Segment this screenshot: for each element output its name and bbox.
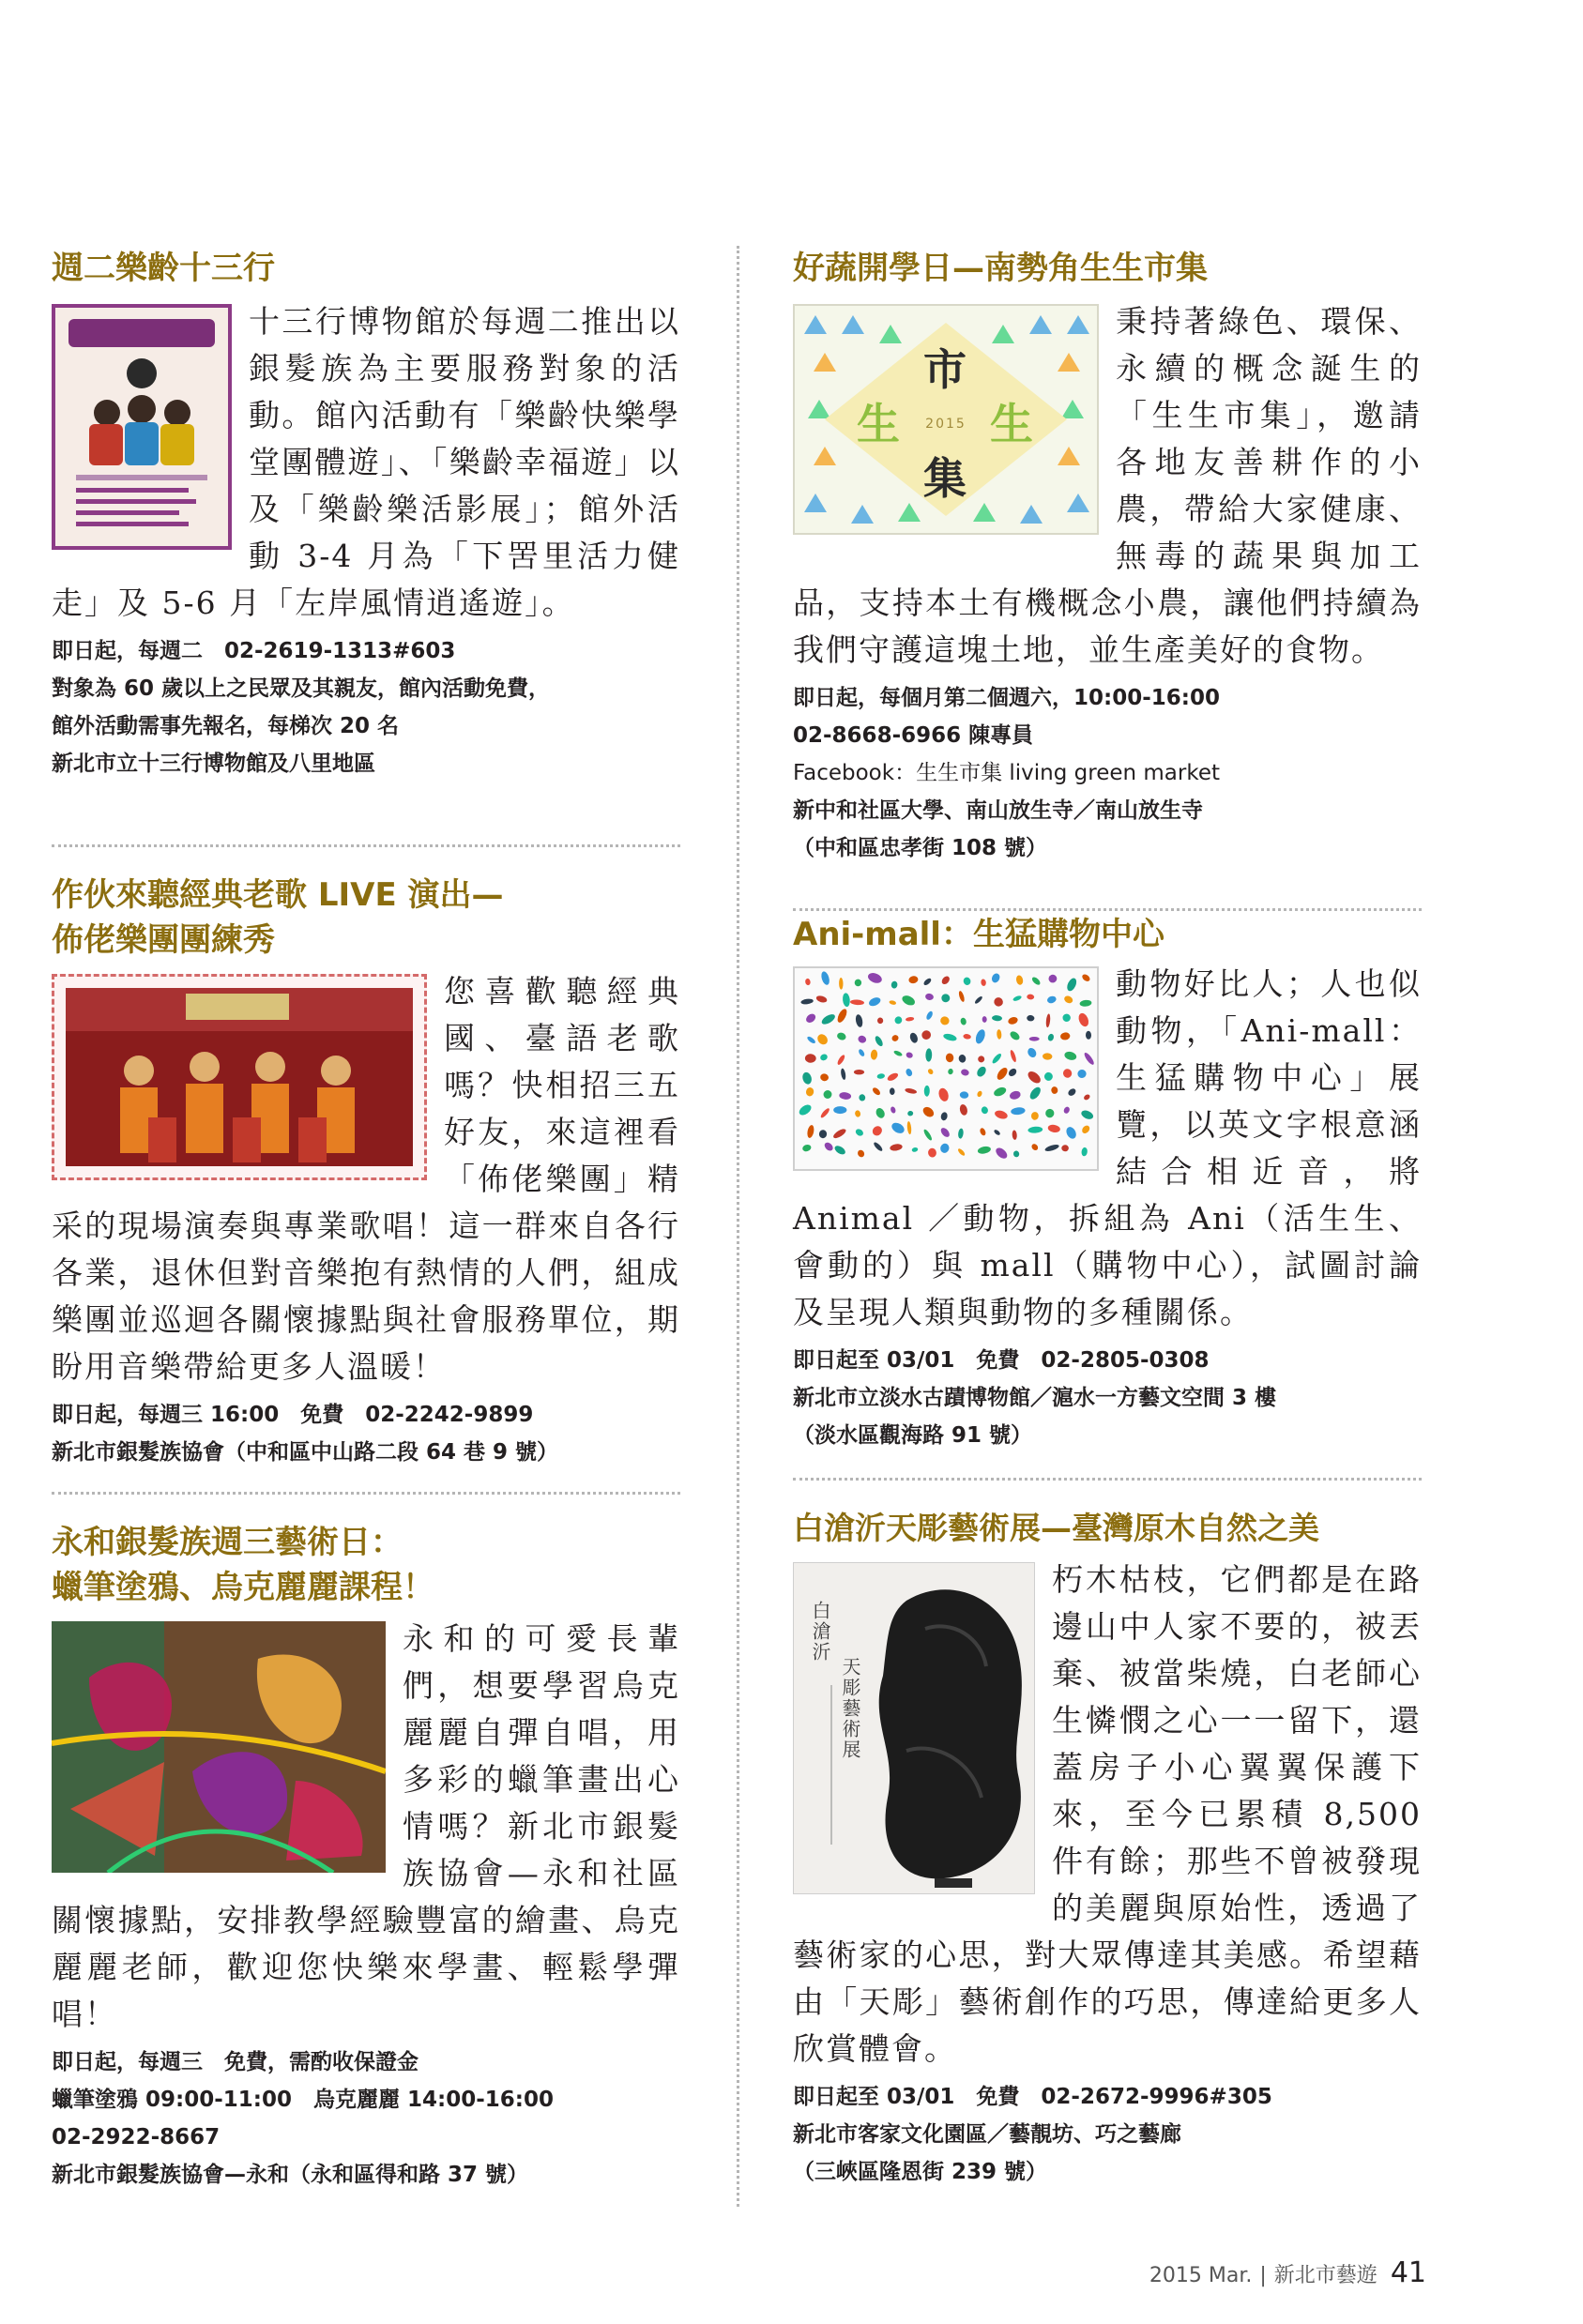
animal-collage-image [793, 966, 1099, 1171]
animal-shape [1027, 1086, 1043, 1101]
poster-exhibit-name: 天彫藝術展 [839, 1657, 861, 1760]
animal-shape [857, 1034, 867, 1043]
animal-shape [945, 1053, 954, 1063]
column-divider [737, 246, 739, 2207]
section-divider [52, 1492, 680, 1495]
animal-shape [1043, 1053, 1053, 1060]
animal-shape [1027, 1126, 1043, 1133]
animal-shape [1083, 1052, 1095, 1067]
animal-shape [939, 1142, 951, 1154]
article-info [52, 1396, 680, 1471]
article-body: 十三行博物館於每週二推出以銀髮族為主要服務對象的活動。館內活動有「樂齡快樂學堂團體遊」、「樂齡幸福遊」以及「樂齡樂活影展」； [249, 303, 680, 527]
animal-shape [997, 1029, 1002, 1040]
animal-shape [992, 995, 1004, 1008]
info-line: Facebook：生生市集 living green market [793, 761, 1221, 785]
animal-shape [940, 1112, 949, 1121]
animal-shape [1047, 973, 1058, 984]
animal-shape [981, 979, 986, 986]
animal-shape [1080, 1109, 1095, 1121]
animal-shape [975, 1065, 987, 1078]
animal-shape [819, 1107, 830, 1119]
animal-shape [1007, 1067, 1017, 1077]
animal-shape [823, 1141, 834, 1152]
animal-shape [1062, 1013, 1071, 1022]
animal-shape [871, 1124, 884, 1137]
info-line: （中和區忠孝街 108 號） [793, 836, 1048, 860]
animal-shape [1067, 1087, 1077, 1098]
wood-sculpture-poster-image [793, 1562, 1035, 1894]
animal-shape [901, 994, 917, 1007]
poster-artist-name: 白滄沂 [809, 1601, 831, 1663]
band-photo-image [52, 974, 427, 1180]
animal-shape [840, 1068, 846, 1080]
animal-shape [1081, 973, 1091, 983]
info-line: 即日起，每週三 免費，需酌收保證金 [52, 2050, 419, 2074]
animal-shape [855, 979, 862, 986]
animal-shape [948, 1069, 953, 1075]
animal-shape [1012, 1150, 1020, 1158]
animal-shape [806, 1035, 816, 1044]
animal-shape [1083, 1093, 1091, 1101]
animal-shape [1081, 1124, 1091, 1135]
article-body: 秉持著綠色、環保、永續的概念誕生的「生生市集」，邀請各地友善耕作的小農，帶給大家健康、無毒的蔬果與 [1116, 303, 1422, 574]
animal-shape [822, 1088, 834, 1101]
animal-shape [800, 998, 814, 1005]
animal-shape [963, 977, 972, 986]
animal-shape [1045, 1013, 1051, 1027]
info-line: 館外活動需事先報名，每梯次 20 名 [52, 714, 400, 738]
animal-shape [1012, 995, 1023, 1002]
animal-shape [1027, 1015, 1035, 1022]
animal-shape [805, 1086, 814, 1097]
article-title: 週二樂齡十三行 [52, 250, 275, 287]
info-line: 即日起，每個月第二個週六，10:00-16:00 [793, 686, 1220, 710]
animal-shape [836, 1031, 847, 1041]
article-info [52, 2043, 680, 2194]
animal-shape [982, 1016, 987, 1023]
animal-shape [875, 1106, 887, 1119]
article-silver-tuesday [52, 246, 680, 782]
footer-separator: | [1259, 2264, 1267, 2287]
animal-shape [1012, 1130, 1017, 1140]
info-line: 新中和社區大學、南山放生寺／南山放生寺 [793, 798, 1203, 823]
animal-shape [890, 1034, 899, 1042]
article-info [793, 2078, 1422, 2191]
article-body-rest: 動物，拆組為 Ani（活生生、會動的）與 mall（購物中心），試圖討論及呈現人類與動物的多種關係。 [793, 1200, 1422, 1330]
animal-shape [979, 1127, 986, 1136]
animal-shape [805, 1054, 816, 1063]
animal-shape [833, 1106, 846, 1114]
animal-shape [1030, 1143, 1039, 1152]
animal-shape [1063, 1051, 1077, 1062]
animal-shape [940, 975, 951, 986]
article-yonghe-art-day [52, 1520, 680, 2194]
article-body: 您喜歡聽經典國、臺語老歌嗎？快相招三五好友，來這裡看「佈佬樂團」精 [444, 973, 680, 1197]
animal-shape [905, 1087, 918, 1095]
animal-shape [911, 1147, 919, 1152]
animal-shape [922, 1129, 933, 1142]
animal-shape [893, 1050, 904, 1057]
article-body: 永和的可愛長輩們，想要學習烏克麗麗自彈自唱，用多彩的蠟筆畫出心情嗎？新北市銀髮族協會— [403, 1620, 680, 1891]
animal-shape [1030, 976, 1041, 986]
article-body-rest: 加工品，支持本土有機概念小農，讓他們持續為我們守護這塊土地，並生產美好的食物。 [793, 538, 1423, 668]
animal-shape [1044, 1108, 1055, 1118]
animal-shape [1061, 1145, 1069, 1151]
animal-shape [940, 993, 951, 1004]
animal-shape [925, 1048, 932, 1061]
animal-shape [958, 1054, 967, 1063]
animal-shape [907, 1111, 914, 1116]
info-line: 新北市立淡水古蹟博物館／滬水一方藝文空間 3 樓 [793, 1386, 1277, 1410]
article-title: 永和銀髮族週三藝術日： [52, 1524, 403, 1561]
animal-shape [908, 975, 919, 983]
animal-shape [1062, 1068, 1073, 1078]
animal-shape [906, 1016, 915, 1021]
article-body-rest: 性，透過了藝術家的心思，對大眾傳達其美感。希望藉由「天彫」藝術創作的巧思，傳達給更多人欣賞體會。 [793, 1890, 1423, 2067]
animal-shape [958, 1128, 965, 1139]
animal-shape [1064, 1125, 1077, 1140]
market-char: 集 [923, 453, 968, 504]
animal-shape [957, 1147, 967, 1157]
animal-shape [920, 1028, 933, 1041]
animal-shape [833, 1144, 846, 1156]
market-year: 2015 [925, 417, 967, 432]
animal-shape [994, 1146, 1009, 1161]
animal-shape [906, 1121, 912, 1134]
animal-shape [1007, 1016, 1018, 1025]
animal-shape [977, 1056, 985, 1064]
animal-shape [1011, 1107, 1026, 1116]
info-line: （三峽區隆恩街 239 號） [793, 2160, 1048, 2184]
footer-issue: 2015 Mar. [1149, 2264, 1253, 2287]
animal-shape [806, 1124, 814, 1138]
animal-shape [994, 1109, 1009, 1120]
info-line: 即日起至 03/01 免費 02-2805-0308 [793, 1348, 1210, 1373]
animal-shape [819, 1053, 829, 1061]
animal-shape [832, 1127, 847, 1139]
animal-shape [866, 971, 883, 985]
article-subtitle: 蠟筆塗鴉、烏克麗麗課程！ [52, 1569, 434, 1606]
animal-shape [991, 1053, 1002, 1065]
article-body-rest: 館外活動 3-4 月為「下罟里活力健走」及 5-6 月「左岸風情逍遙遊」。 [52, 491, 681, 621]
animal-shape [1009, 1030, 1021, 1042]
animal-shape [939, 1126, 951, 1138]
animal-shape [1047, 1033, 1055, 1041]
article-band-live [52, 873, 680, 1471]
crayon-painting-image [52, 1621, 386, 1873]
animal-shape [874, 1035, 884, 1047]
article-info [793, 679, 1422, 867]
article-title: 白滄沂天彫藝術展—臺灣原木自然之美 [793, 1510, 1319, 1546]
article-green-market [793, 246, 1422, 867]
animal-shape [974, 995, 983, 1005]
info-line: 對象為 60 歲以上之民眾及其親友，館內活動免費， [52, 676, 551, 701]
animal-shape [974, 1028, 987, 1045]
animal-shape [818, 1130, 827, 1139]
animal-shape [977, 1146, 991, 1155]
animal-shape [1065, 977, 1078, 993]
animal-shape [959, 1103, 968, 1116]
animal-shape [993, 1086, 1008, 1098]
info-line: 新北市銀髮族協會（中和區中山路二段 64 巷 9 號） [52, 1440, 559, 1465]
animal-shape [877, 1017, 884, 1024]
section-divider [52, 844, 680, 847]
animal-shape [927, 1147, 936, 1158]
article-body-rest: 采的現場演奏與專業歌唱！這一群來自各行各業，退休但對音樂抱有熱情的人們，組成樂團並巡迴各關懷據點與社會服務單位，期盼用音樂帶給更多人溫暖！ [52, 1208, 680, 1385]
page-number: 41 [1390, 2256, 1426, 2289]
animal-shape [1077, 1070, 1087, 1078]
animal-shape [1079, 999, 1091, 1007]
animal-shape [804, 1012, 817, 1025]
article-ani-mall [793, 912, 1422, 1454]
article-info [793, 1342, 1422, 1454]
animal-shape [937, 1086, 951, 1102]
animal-shape [1077, 1011, 1090, 1027]
article-body: 朽木枯枝，它們都是在路邊山中人家不要的，被丟棄、被當柴燒，白老師心生憐憫之心一一留下，還蓋房子小心翼翼保護下來，至今已累積 8,500 件有餘；那些不曾被發現的美麗與原始 [1052, 1561, 1422, 1926]
article-body: 動物好比人；人也似動物，「Ani-mall：生猛購物中心」展覽，以英文字根意涵結合相近音，將 Animal ／ [793, 965, 1422, 1237]
animal-shape [859, 1094, 866, 1101]
info-line: （淡水區觀海路 91 號） [793, 1423, 1033, 1448]
animal-shape [836, 1008, 849, 1024]
animal-shape [942, 1033, 957, 1042]
animal-shape [1063, 1106, 1071, 1115]
animal-shape [1051, 1086, 1058, 1094]
animal-shape [990, 972, 1001, 984]
info-line: 即日起，每週二 02-2619-1313#603 [52, 639, 456, 663]
animal-shape [890, 980, 898, 989]
article-wood-sculpture [793, 1506, 1422, 2191]
animal-shape [960, 1069, 969, 1077]
animal-shape [1009, 1089, 1022, 1101]
info-line: 即日起至 03/01 免費 02-2672-9996#305 [793, 2085, 1272, 2109]
animal-shape [820, 970, 831, 985]
animal-shape [870, 1049, 877, 1060]
animal-shape [1026, 1046, 1038, 1058]
poster-silver-tuesday-image [52, 304, 232, 550]
article-title: 作伙來聽經典老歌 LIVE 演出— [52, 876, 504, 914]
animal-shape [921, 1105, 936, 1119]
animal-shape [820, 1012, 837, 1026]
animal-shape [1063, 995, 1074, 1005]
animal-shape [1044, 1144, 1059, 1153]
animal-shape [839, 1091, 852, 1100]
animal-shape [890, 1106, 896, 1114]
animal-shape [855, 1014, 864, 1028]
animal-shape [854, 1070, 864, 1074]
section-divider [793, 908, 1422, 911]
animal-shape [959, 1091, 968, 1099]
market-char: 生 [990, 399, 1035, 449]
market-char: 生 [857, 399, 902, 449]
animal-shape [924, 1086, 930, 1097]
animal-shape [993, 1129, 1000, 1136]
animal-shape [908, 1032, 919, 1044]
animal-shape [1015, 975, 1024, 986]
animal-shape [958, 990, 966, 1002]
animal-shape [819, 1073, 829, 1083]
market-poster-image [793, 304, 1099, 535]
info-line: 新北市客家文化園區／藝靚坊、巧之藝廊 [793, 2122, 1181, 2147]
info-line: 即日起，每週三 16:00 免費 02-2242-9899 [52, 1403, 534, 1427]
info-line: 02-8668-6966 陳專員 [793, 723, 1034, 748]
article-title: Ani-mall：生猛購物中心 [793, 916, 1164, 953]
animal-shape [890, 1087, 895, 1095]
animal-shape [905, 1068, 913, 1077]
animal-shape [842, 993, 850, 1008]
animal-shape [925, 1010, 934, 1021]
animal-shape [858, 1048, 866, 1057]
animal-shape [890, 1120, 906, 1135]
animal-shape [906, 1052, 914, 1059]
market-char: 市 [923, 344, 968, 395]
animal-shape [1046, 995, 1057, 1005]
animal-shape [798, 1102, 814, 1117]
animal-shape [855, 1128, 865, 1137]
info-line: 02-2922-8667 [52, 2125, 221, 2149]
animal-shape [996, 1066, 1010, 1082]
animal-shape [839, 978, 844, 990]
animal-shape [1010, 1049, 1018, 1062]
animal-shape [893, 1015, 904, 1025]
article-info [52, 632, 680, 782]
animal-shape [873, 1141, 884, 1152]
article-title: 好蔬開學日—南勢角生生市集 [793, 250, 1208, 287]
animal-shape [1059, 1032, 1070, 1040]
animal-shape [889, 1000, 896, 1006]
animal-shape [963, 1033, 971, 1040]
info-line: 新北市立十三行博物館及八里地區 [52, 752, 375, 776]
animal-shape [854, 1110, 860, 1117]
animal-shape [815, 1032, 830, 1046]
animal-shape [836, 1054, 845, 1066]
animal-shape [805, 978, 812, 985]
animal-shape [1081, 1147, 1088, 1157]
animal-shape [976, 1090, 982, 1098]
animal-shape [815, 995, 828, 1004]
animal-shape [939, 1015, 951, 1025]
animal-shape [1031, 1112, 1039, 1120]
animal-shape [992, 1015, 1002, 1022]
animal-shape [922, 977, 932, 986]
animal-shape [876, 1073, 885, 1080]
animal-shape [927, 1068, 935, 1075]
animal-shape [1043, 1071, 1054, 1082]
animal-shape [872, 1086, 882, 1097]
animal-shape [1029, 1037, 1040, 1041]
article-subtitle: 佈佬樂團團練秀 [52, 921, 275, 959]
info-line: 蠟筆塗鴉 09:00-11:00 烏克麗麗 14:00-16:00 [52, 2088, 554, 2112]
animal-shape [850, 999, 864, 1006]
animal-shape [886, 1071, 899, 1083]
animal-shape [1026, 1070, 1043, 1086]
animal-shape [1027, 994, 1034, 999]
info-line: 新北市銀髮族協會—永和（永和區得和路 37 號） [52, 2163, 529, 2187]
animal-shape [868, 995, 882, 1008]
animal-shape [801, 1071, 813, 1086]
animal-shape [890, 1143, 903, 1151]
animal-shape [925, 993, 935, 1001]
animal-shape [801, 1144, 812, 1153]
animal-shape [1047, 1124, 1060, 1133]
section-divider [793, 1478, 1422, 1481]
animal-shape [857, 1148, 866, 1158]
footer-magazine: 新北市藝遊 [1273, 2264, 1378, 2287]
animal-shape [981, 1106, 989, 1115]
animal-shape [960, 1017, 967, 1025]
animal-shape [1086, 1031, 1091, 1040]
page-footer [1004, 2256, 1426, 2289]
article-body-rest: 永和社區關懷據點，安排教學經驗豐富的繪畫、烏克麗麗老師，歡迎您快樂來學畫、輕鬆學彈唱！ [52, 1855, 681, 2032]
